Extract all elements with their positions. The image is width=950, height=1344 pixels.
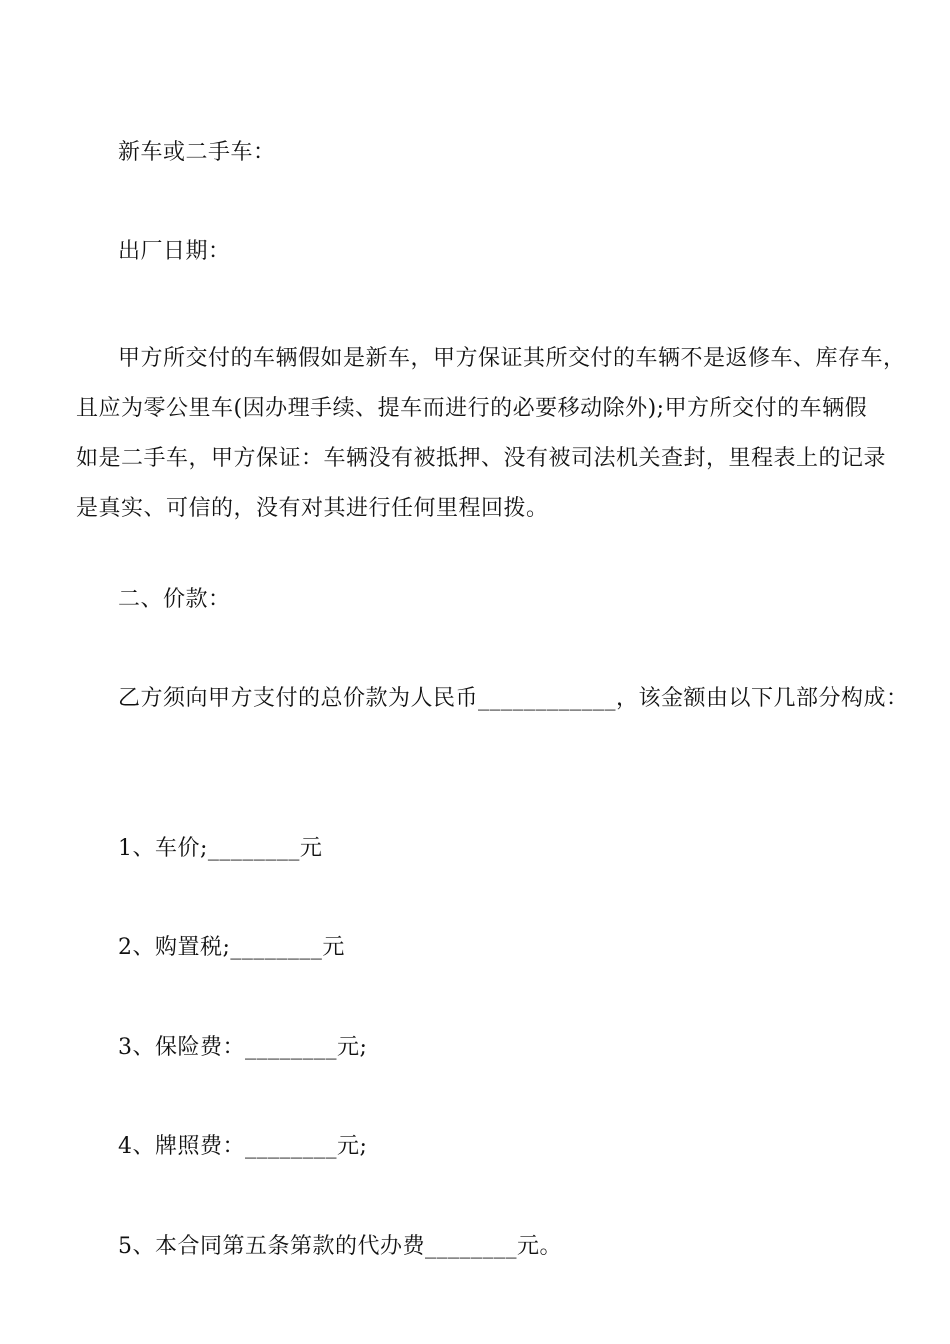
paragraph-line: 是真实、可信的，没有对其进行任何里程回拨。 [76, 496, 549, 521]
price-item-purchase-tax: 2、购置税;________元 [118, 935, 345, 960]
section-two-heading: 二、价款： [118, 587, 231, 612]
price-item-car: 1、车价;________元 [118, 836, 323, 861]
paragraph-line: 且应为零公里车(因办理手续、提车而进行的必要移动除外);甲方所交付的车辆假 [76, 396, 868, 421]
paragraph-line: 如是二手车，甲方保证：车辆没有被抵押、没有被司法机关查封，里程表上的记录 [76, 446, 887, 471]
new-or-used-car-label: 新车或二手车： [118, 140, 276, 165]
price-item-insurance: 3、保险费：________元; [118, 1035, 368, 1060]
price-item-agency-fee: 5、本合同第五条第款的代办费________元。 [118, 1234, 562, 1259]
price-item-license-plate: 4、牌照费：________元; [118, 1134, 368, 1159]
vehicle-guarantee-paragraph [76, 334, 906, 534]
paragraph-line: 甲方所交付的车辆假如是新车，甲方保证其所交付的车辆不是返修车、库存车， [118, 346, 906, 371]
manufacture-date-label: 出厂日期： [118, 239, 231, 264]
total-price-clause: 乙方须向甲方支付的总价款为人民币____________，该金额由以下几部分构成： [118, 686, 909, 711]
